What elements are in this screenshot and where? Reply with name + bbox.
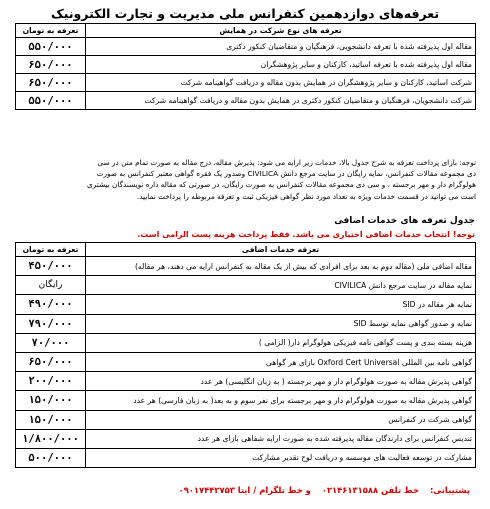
support-messenger: و خط تلگرام / ایتا ۰۹۰۱۷۴۴۲۷۵۳ — [178, 485, 311, 495]
service-price: رایگان — [16, 276, 86, 295]
fee-price: ۵۵۰/۰۰۰ — [16, 92, 86, 110]
service-price: ۴۵۰/۰۰۰ — [16, 257, 86, 276]
optional-services-warning: توجه! انتخاب خدمات اضافی اختیاری می باشد. فقط پرداخت هزینه پست الزامی است. — [137, 230, 475, 239]
fee-price: ۵۵۰/۰۰۰ — [16, 38, 86, 56]
fee-description: شرکت دانشجویان، فرهنگیان و متقاضیان کنکور دکتری در همایش بدون مقاله و دریافت گواهینامه شرکت — [86, 92, 476, 110]
table-row — [16, 410, 476, 429]
support-contact — [171, 485, 470, 495]
table-row — [16, 352, 476, 371]
service-description: نمایه مقاله در سایت مرجع دانش CIVILICA — [86, 276, 476, 295]
service-description: گواهی پذیرش مقاله به صورت هولوگرام دار و مهر برجسته ( به زبان انگلیسی) هر عدد — [86, 372, 476, 391]
service-description: گواهی شرکت در کنفرانس — [86, 410, 476, 429]
service-description: تندیس کنفرانس برای دارندگان مقاله پذیرفته شده به صورت ارایه شفاهی بازای هر عدد — [86, 429, 476, 448]
service-price: ۱۵۰/۰۰۰ — [16, 410, 86, 429]
table-row — [16, 276, 476, 295]
column-header-description: تعرفه خدمات اضافی — [86, 243, 476, 257]
note-line: هولوگرام دار و مهر برجسته ، و سی دی مجموعه مقالات کنفرانس به صورت رایگان، در صورتی که مقاله داره نویسندگان بیشتری — [87, 180, 476, 190]
table-row — [16, 372, 476, 391]
note-line: دی مجموعه مقالات کنفرانس، نمایه رایگان در سایت مرجع دانش CIVILICA وصدور یک فقره گواهی معتبر کنفرانس به صورت — [96, 169, 476, 179]
fee-description: مقاله اول پذیرفته شده با تعرفه دانشجویی، فرهنگیان و متقاضیان کنکور دکتری — [86, 38, 476, 56]
service-price: ۲۰۰/۰۰۰ — [16, 372, 86, 391]
table-row — [16, 74, 476, 92]
page-title: تعرفه‌های دوازدهمین کنفرانس ملی مدیریت و تجارت الکترونیک — [50, 6, 440, 21]
column-header-price: تعرفه به تومان — [16, 24, 86, 38]
service-price: ۴۹۰/۰۰۰ — [16, 295, 86, 314]
services-note — [15, 157, 476, 202]
table-row — [16, 333, 476, 352]
note-line: است می توانید در قسمت خدمات ویژه به تعداد مورد نظر گواهی فیزیکی ثبت و تعرفه مربوطه را پرداخت نمایید. — [136, 191, 476, 201]
column-header-description: تعرفه های نوع شرکت در همایش — [86, 24, 476, 38]
fee-description: شرکت اساتید، کارکنان و سایر پژوهشگران در همایش بدون مقاله و دریافت گواهینامه شرکت — [86, 74, 476, 92]
table-row — [16, 295, 476, 314]
service-description: هزینه بسته بندی و پست گواهی نامه فیزیکی هولوگرام دار( الزامی ) — [86, 333, 476, 352]
note-line: توجه: بازای پرداخت تعرفه به شرح جدول بالا، خدمات زیر ارایه می شود: پذیرش مقاله، درج مقاله به صورت تمام متن در سی — [97, 158, 476, 167]
service-description: نمایه و صدور گواهی نمایه توسط SID — [86, 314, 476, 333]
table-row — [16, 92, 476, 110]
fee-price: ۶۵۰/۰۰۰ — [16, 74, 86, 92]
table-row — [16, 448, 476, 467]
service-description: مقاله اضافی ملی (مقاله دوم به بعد برای افرادی که بیش از یک مقاله به کنفرانس ارایه می دهند، هر مقاله) — [86, 257, 476, 276]
table-row — [16, 38, 476, 56]
extra-services-heading: جدول تعرفه های خدمات اضافی — [334, 216, 475, 226]
service-price: ۵۰۰/۰۰۰ — [16, 448, 86, 467]
fee-description: مقاله اول پذیرفته شده با تعرفه اساتید، کارکنان و سایر پژوهشگران — [86, 56, 476, 74]
service-price: ۱۵۰/۰۰۰ — [16, 391, 86, 410]
table-row — [16, 257, 476, 276]
service-description: گواهی پذیرش مقاله به صورت هولوگرام دار و مهر برجسته برای نفر سوم و به بعد( به زبان فارسی) هر عدد — [86, 391, 476, 410]
column-header-price: تعرفه به تومان — [16, 243, 86, 257]
table-row — [16, 391, 476, 410]
service-description: گواهی نامه بین المللی Oxford Cert Universal بازای هر گواهی — [86, 352, 476, 371]
table-row — [16, 429, 476, 448]
support-label: پشتیبانی: — [429, 485, 470, 495]
table-row — [16, 56, 476, 74]
support-phone: خط تلفن ۰۲۱۴۶۱۳۱۵۸۸ — [321, 485, 420, 495]
service-price: ۷۹۰/۰۰۰ — [16, 314, 86, 333]
service-price: ۶۵۰/۰۰۰ — [16, 352, 86, 371]
fee-price: ۶۵۰/۰۰۰ — [16, 56, 86, 74]
table-row — [16, 314, 476, 333]
service-description: مشارکت در توسعه فعالیت های موسسه و دریافت لوح تقدیر مشارکت — [86, 448, 476, 467]
extra-services-table — [15, 242, 476, 468]
service-price: ۱/۸۰۰/۰۰۰ — [16, 429, 86, 448]
service-description: نمایه هر مقاله در SID — [86, 295, 476, 314]
service-price: ۷۰/۰۰۰ — [16, 333, 86, 352]
participation-fees-table — [15, 23, 476, 110]
